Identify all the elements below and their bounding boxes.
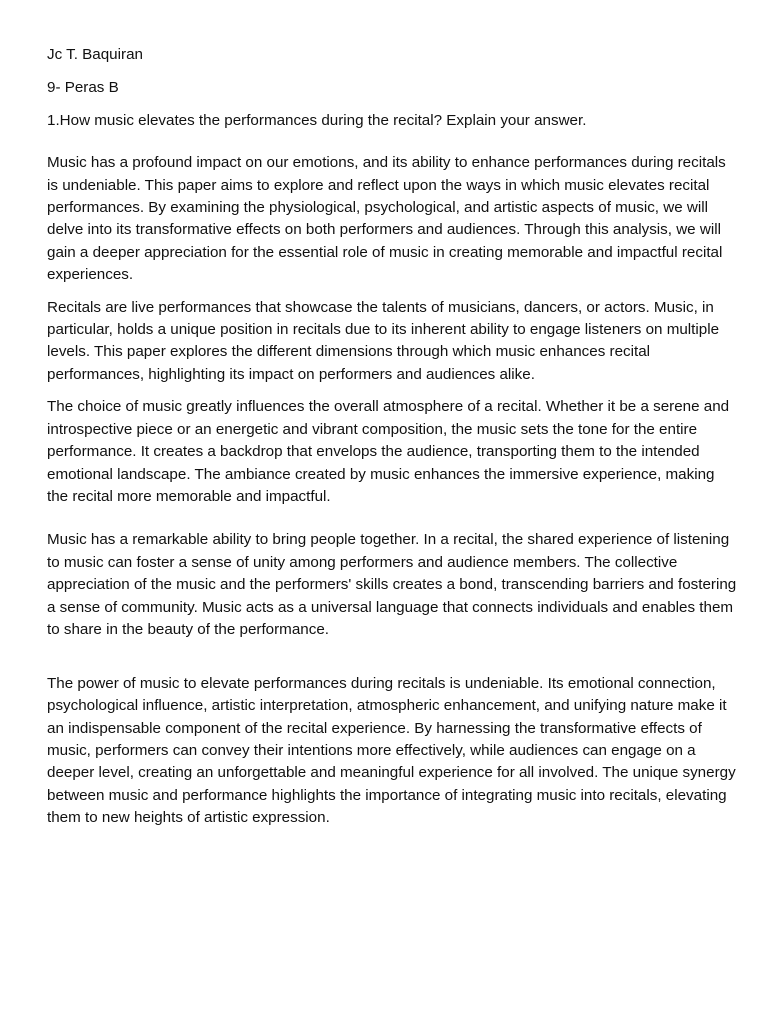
question-prompt: 1.How music elevates the performances during the recital? Explain your answer. [47,111,587,129]
author-name: Jc T. Baquiran [47,46,143,63]
paragraph-atmosphere: The choice of music greatly influences the overall atmosphere of a recital. Whether it be a serene and introspective piece or an energetic and vibrant composition, the music sets the tone for the entire performance. It creates a backdrop that envelops the audience, transporting them to the intended emotional landscape. The ambiance created by music enhances the immersive experience, making the recital more memorable and impactful. [47,398,730,505]
document-content [47,44,737,830]
paragraph-unity: Music has a remarkable ability to bring people together. In a recital, the shared experience of listening to music can foster a sense of unity among performers and audience members. The collective appreciation of the music and the performers' skills creates a bond, transcending barriers and fostering a sense of community. Music acts as a universal language that connects individuals and enables them to share in the beauty of the performance. [47,531,737,638]
paragraph-intro: Music has a profound impact on our emotions, and its ability to enhance performances during recitals is undeniable. This paper aims to explore and reflect upon the ways in which music elevates recital performances. By examining the physiological, psychological, and artistic aspects of music, we will delve into its transformative effects on both performers and audiences. Through this analysis, we will gain a deeper appreciation for the essential role of music in creating memorable and impactful recital experiences. [47,154,726,284]
class-section: 9- Peras B [47,78,119,96]
paragraph-conclusion: The power of music to elevate performances during recitals is undeniable. Its emotional connection, psychological influence, artistic interpretation, atmospheric enhancement, and unifying nature make it an indispensable component of the recital experience. By harnessing the transformative effects of music, performers can convey their intentions more effectively, while audiences can engage on a deeper level, creating an unforgettable and meaningful experience for all involved. The unique synergy between music and performance highlights the importance of integrating music into recitals, elevating them to new heights of artistic expression. [47,674,736,827]
paragraph-recitals: Recitals are live performances that showcase the talents of musicians, dancers, or actors. Music, in particular, holds a unique position in recitals due to its inherent ability to engage listeners on multiple levels. This paper explores the different dimensions through which music enhances recital performances, highlighting its impact on performers and audiences alike. [47,298,720,383]
